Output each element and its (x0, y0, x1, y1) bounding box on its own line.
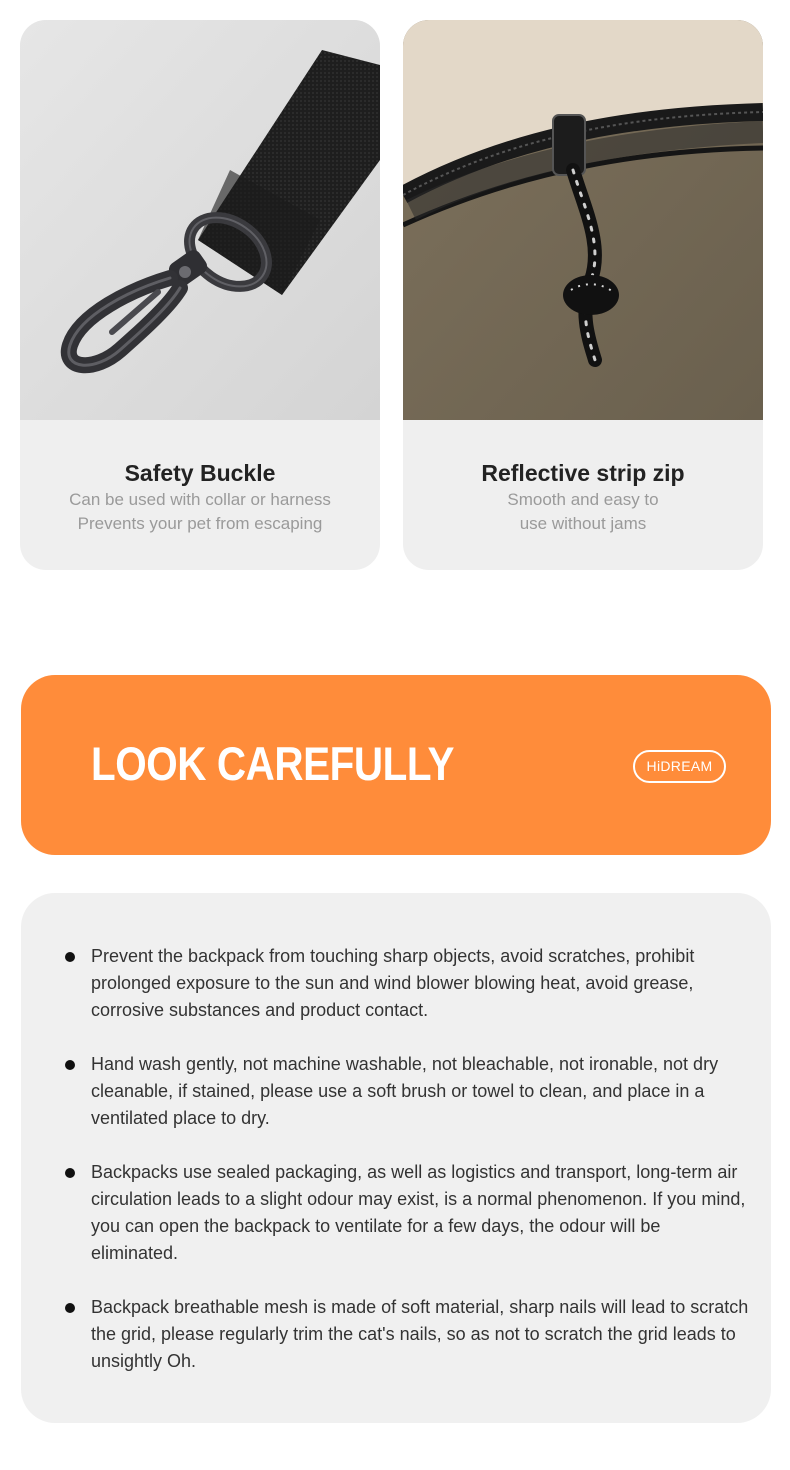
feature-title: Safety Buckle (124, 460, 276, 486)
bullet-icon (65, 1168, 75, 1178)
care-note-text: Prevent the backpack from touching sharp objects, avoid scratches, prohibit prolonged exposure to the sun and wind blower blowing heat, avoid grease, corrosive substances and product contact. (91, 946, 695, 1020)
feature-description-line: Can be used with collar or harness (69, 490, 331, 509)
care-note-text: Backpacks use sealed packaging, as well as logistics and transport, long-term air circulation leads to a slight odour may exist, is a normal phenomenon. If you mind, you can open the backpack to ventilate for a few days, the odour will be eliminated. (91, 1162, 746, 1263)
bullet-icon (65, 1303, 75, 1313)
feature-description-line: use without jams (519, 514, 647, 533)
care-note-text: Hand wash gently, not machine washable, not bleachable, not ironable, not dry cleanable, if stained, please use a soft brush or towel to clean, and place in a ventilated place to dry. (91, 1054, 719, 1128)
bullet-icon (65, 1060, 75, 1070)
care-note (91, 1294, 751, 1375)
bullet-icon (65, 952, 75, 962)
reflective-zip-caption (403, 420, 763, 570)
look-carefully-banner (21, 675, 771, 855)
feature-description-line: Smooth and easy to (507, 490, 659, 509)
care-note (91, 1051, 751, 1132)
feature-description (20, 488, 380, 536)
care-note-text: Backpack breathable mesh is made of soft material, sharp nails will lead to scratch the grid, please regularly trim the cat's nails, so as not to scratch the grid leads to unsightly Oh. (91, 1297, 749, 1371)
brand-logo: HiDREAM (633, 750, 726, 783)
care-note (91, 943, 751, 1024)
feature-description (403, 488, 763, 536)
feature-description-line: Prevents your pet from escaping (77, 514, 323, 533)
banner-title: LOOK CAREFULLY (91, 737, 455, 790)
feature-title: Reflective strip zip (481, 460, 685, 486)
feature-card-reflective-zip (403, 20, 763, 570)
reflective-zip-photo (403, 20, 763, 420)
care-notes-panel (21, 893, 771, 1423)
care-note (91, 1159, 751, 1267)
feature-card-safety-buckle (20, 20, 380, 570)
safety-buckle-caption (20, 420, 380, 570)
safety-buckle-photo (20, 20, 380, 420)
